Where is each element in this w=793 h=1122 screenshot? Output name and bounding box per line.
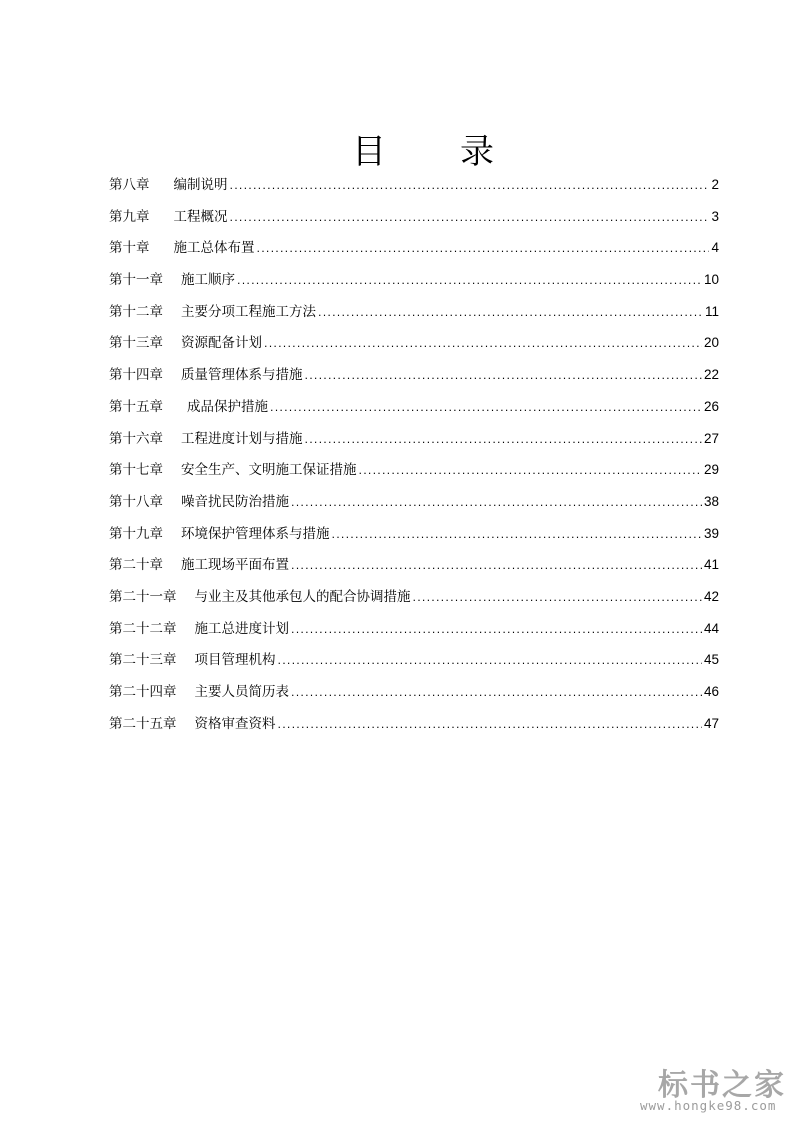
toc-dot-leader [291,550,702,582]
toc-entry-title: 成品保护措施 [187,398,268,415]
toc-page-number: 20 [703,335,719,351]
toc-page-number: 44 [703,620,719,636]
toc-chapter-number: 第二十一章 [109,588,177,605]
toc-page-number: 42 [703,588,719,604]
toc-entry[interactable] [109,327,719,359]
toc-chapter-number: 第九章 [109,208,150,225]
toc-page-number: 45 [703,652,719,668]
toc-entry[interactable] [109,518,719,550]
toc-entry-title: 施工现场平面布置 [181,557,289,574]
toc-entry-title: 资格审查资料 [194,715,276,732]
toc-entry[interactable] [109,296,719,328]
toc-dot-leader [359,455,702,487]
toc-page-number: 38 [703,493,719,509]
toc-entry-title: 项目管理机构 [194,652,276,669]
toc-entry-title: 环境保护管理体系与措施 [181,525,330,542]
title-char-2: 录 [460,132,494,172]
toc-entry[interactable] [109,232,719,264]
toc-entry-title: 工程概况 [173,208,228,225]
watermark-logo [640,1060,790,1120]
toc-dot-leader [291,487,702,519]
toc-dot-leader [413,582,702,614]
toc-dot-leader [305,424,702,456]
toc-entry-title: 质量管理体系与措施 [181,367,303,384]
table-of-contents [109,169,719,739]
toc-chapter-number: 第十六章 [109,430,163,447]
toc-entry[interactable] [109,644,719,676]
toc-entry[interactable] [109,169,719,201]
toc-page-number: 22 [703,367,719,383]
toc-chapter-number: 第八章 [109,177,150,193]
toc-entry-title: 主要人员简历表 [194,684,289,700]
toc-entry[interactable] [109,423,719,455]
toc-entry-title: 资源配备计划 [181,335,262,352]
toc-chapter-number: 第十七章 [109,462,163,479]
toc-chapter-number: 第十三章 [109,335,163,352]
toc-page-number: 39 [703,525,719,541]
toc-page-number: 41 [703,557,719,573]
toc-page-number: 46 [703,684,719,699]
toc-dot-leader [264,328,702,360]
toc-entry-title: 主要分项工程施工方法 [181,303,316,320]
toc-entry-title: 施工总体布置 [173,240,255,257]
toc-entry-title: 编制说明 [173,177,228,193]
toc-dot-leader [278,645,702,677]
toc-dot-leader [230,170,710,202]
toc-entry[interactable] [109,676,719,708]
toc-page-number: 29 [703,462,719,478]
toc-entry[interactable] [109,264,719,296]
toc-dot-leader [318,297,703,329]
toc-chapter-number: 第十九章 [109,525,163,542]
toc-chapter-number: 第十章 [109,240,150,257]
toc-dot-leader [291,677,702,709]
toc-chapter-number: 第二十三章 [109,652,177,669]
toc-page-number: 26 [703,398,719,414]
toc-chapter-number: 第二十二章 [109,620,177,637]
watermark-url: www.hongke98.com [640,1098,777,1113]
toc-chapter-number: 第十八章 [109,493,163,510]
toc-entry[interactable] [109,454,719,486]
watermark-name: 标书之家 [658,1068,786,1103]
toc-chapter-number: 第十五章 [109,398,163,415]
toc-entry-title: 施工总进度计划 [194,620,289,637]
toc-page-number: 10 [703,272,719,288]
toc-chapter-number: 第二十四章 [109,684,177,700]
toc-entry[interactable] [109,359,719,391]
toc-dot-leader [237,265,702,297]
toc-chapter-number: 第二十章 [109,557,163,574]
toc-entry[interactable] [109,708,719,740]
toc-entry[interactable] [109,486,719,518]
toc-entry[interactable] [109,201,719,233]
toc-chapter-number: 第十一章 [109,272,163,289]
toc-chapter-number: 第十二章 [109,303,163,320]
toc-page-number: 47 [703,715,719,731]
toc-page-number: 2 [711,177,719,192]
toc-entry-title: 与业主及其他承包人的配合协调措施 [194,588,411,605]
toc-chapter-number: 第二十五章 [109,715,177,732]
toc-dot-leader [230,202,710,234]
toc-dot-leader [278,709,702,741]
toc-entry-title: 施工顺序 [181,272,235,289]
toc-dot-leader [305,360,702,392]
toc-page-number: 27 [703,430,719,446]
toc-page-number: 3 [711,208,719,224]
toc-entry-title: 噪音扰民防治措施 [181,493,289,510]
toc-entry-title: 安全生产、文明施工保证措施 [181,462,357,479]
toc-dot-leader [332,519,702,551]
toc-dot-leader [291,614,702,646]
toc-entry-title: 工程进度计划与措施 [181,430,303,447]
toc-entry[interactable] [109,391,719,423]
toc-dot-leader [257,233,710,265]
toc-dot-leader [270,392,702,424]
toc-page-number: 4 [711,240,719,256]
toc-entry[interactable] [109,549,719,581]
toc-entry[interactable] [109,613,719,645]
toc-page-number: 11 [704,303,719,319]
title-char-1: 目 [352,132,386,172]
toc-chapter-number: 第十四章 [109,367,163,384]
toc-entry[interactable] [109,581,719,613]
